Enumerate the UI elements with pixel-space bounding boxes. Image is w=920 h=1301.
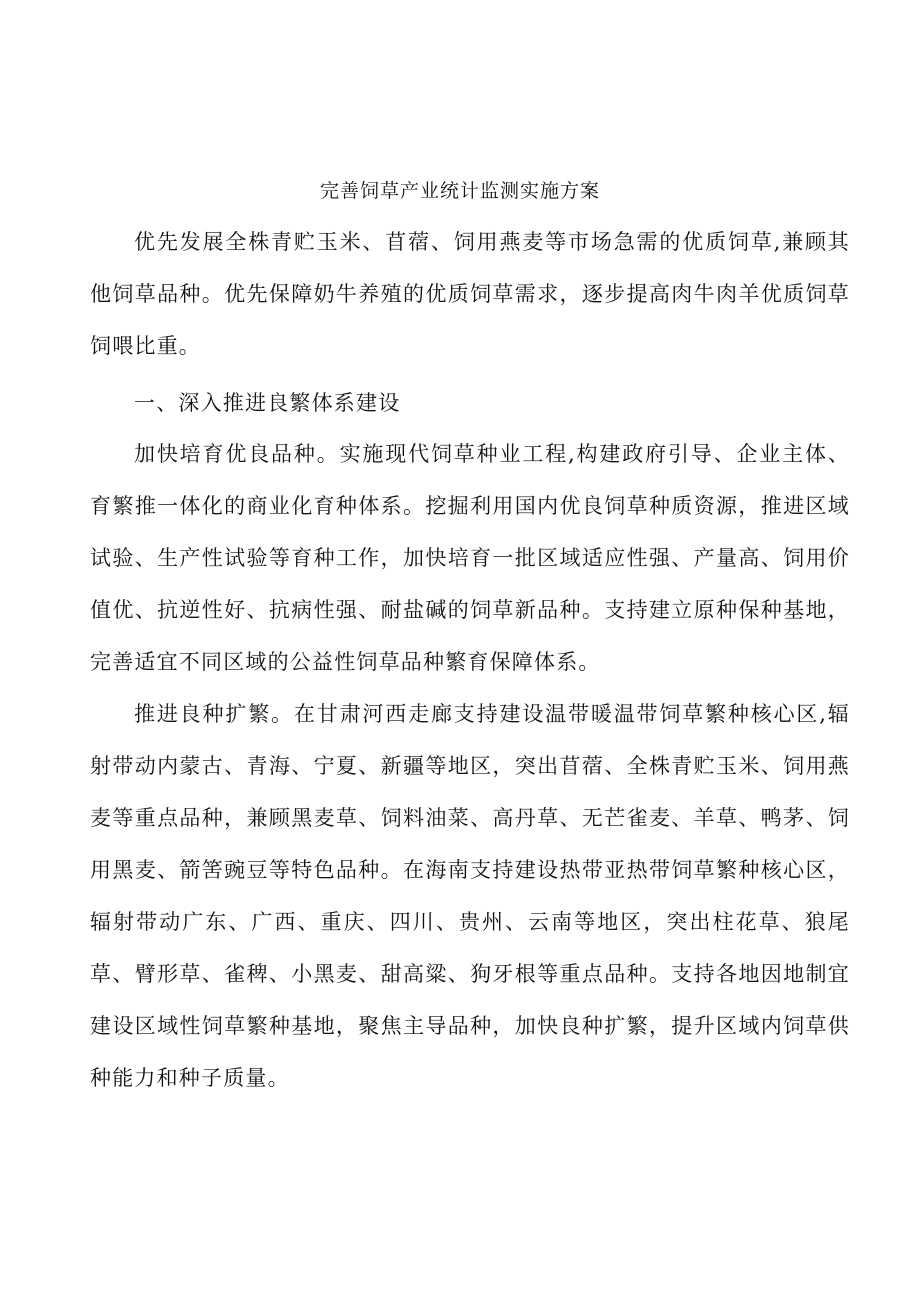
section-heading: 一、深入推进良繁体系建设 xyxy=(134,391,401,415)
intro-paragraph: 优先发展全株青贮玉米、苜蓿、饲用燕麦等市场急需的优质饲草,兼顾其他饲草品种。优先保障奶牛养殖的优质饲草需求，逐步提高肉牛肉羊优质饲草饲喂比重。 xyxy=(90,230,850,358)
breeding-paragraph: 加快培育优良品种。实施现代饲草种业工程,构建政府引导、企业主体、育繁推一体化的商业化育种体系。挖掘利用国内优良饲草种质资源，推进区域试验、生产性试验等育种工作，加快培育一批区域适应性强、产量高、饲用价值优、抗逆性好、抗病性强、耐盐碱的饲草新品种。支持建立原种保种基地，完善适宜不同区域的公益性饲草品种繁育保障体系。 xyxy=(90,442,850,674)
document-title: 完善饲草产业统计监测实施方案 xyxy=(319,180,600,202)
propagation-paragraph: 推进良种扩繁。在甘肃河西走廊支持建设温带暖温带饲草繁种核心区,辐射带动内蒙古、青海、宁夏、新疆等地区，突出苜蓿、全株青贮玉米、饲用燕麦等重点品种，兼顾黑麦草、饲料油菜、高丹草、无芒雀麦、羊草、鸭茅、饲用黑麦、箭筈豌豆等特色品种。在海南支持建设热带亚热带饲草繁种核心区，辐射带动广东、广西、重庆、四川、贵州、云南等地区，突出柱花草、狼尾草、臂形草、雀稗、小黑麦、甜高粱、狗牙根等重点品种。支持各地因地制宜建设区域性饲草繁种基地，聚焦主导品种，加快良种扩繁，提升区域内饲草供种能力和种子质量。 xyxy=(90,702,850,1090)
